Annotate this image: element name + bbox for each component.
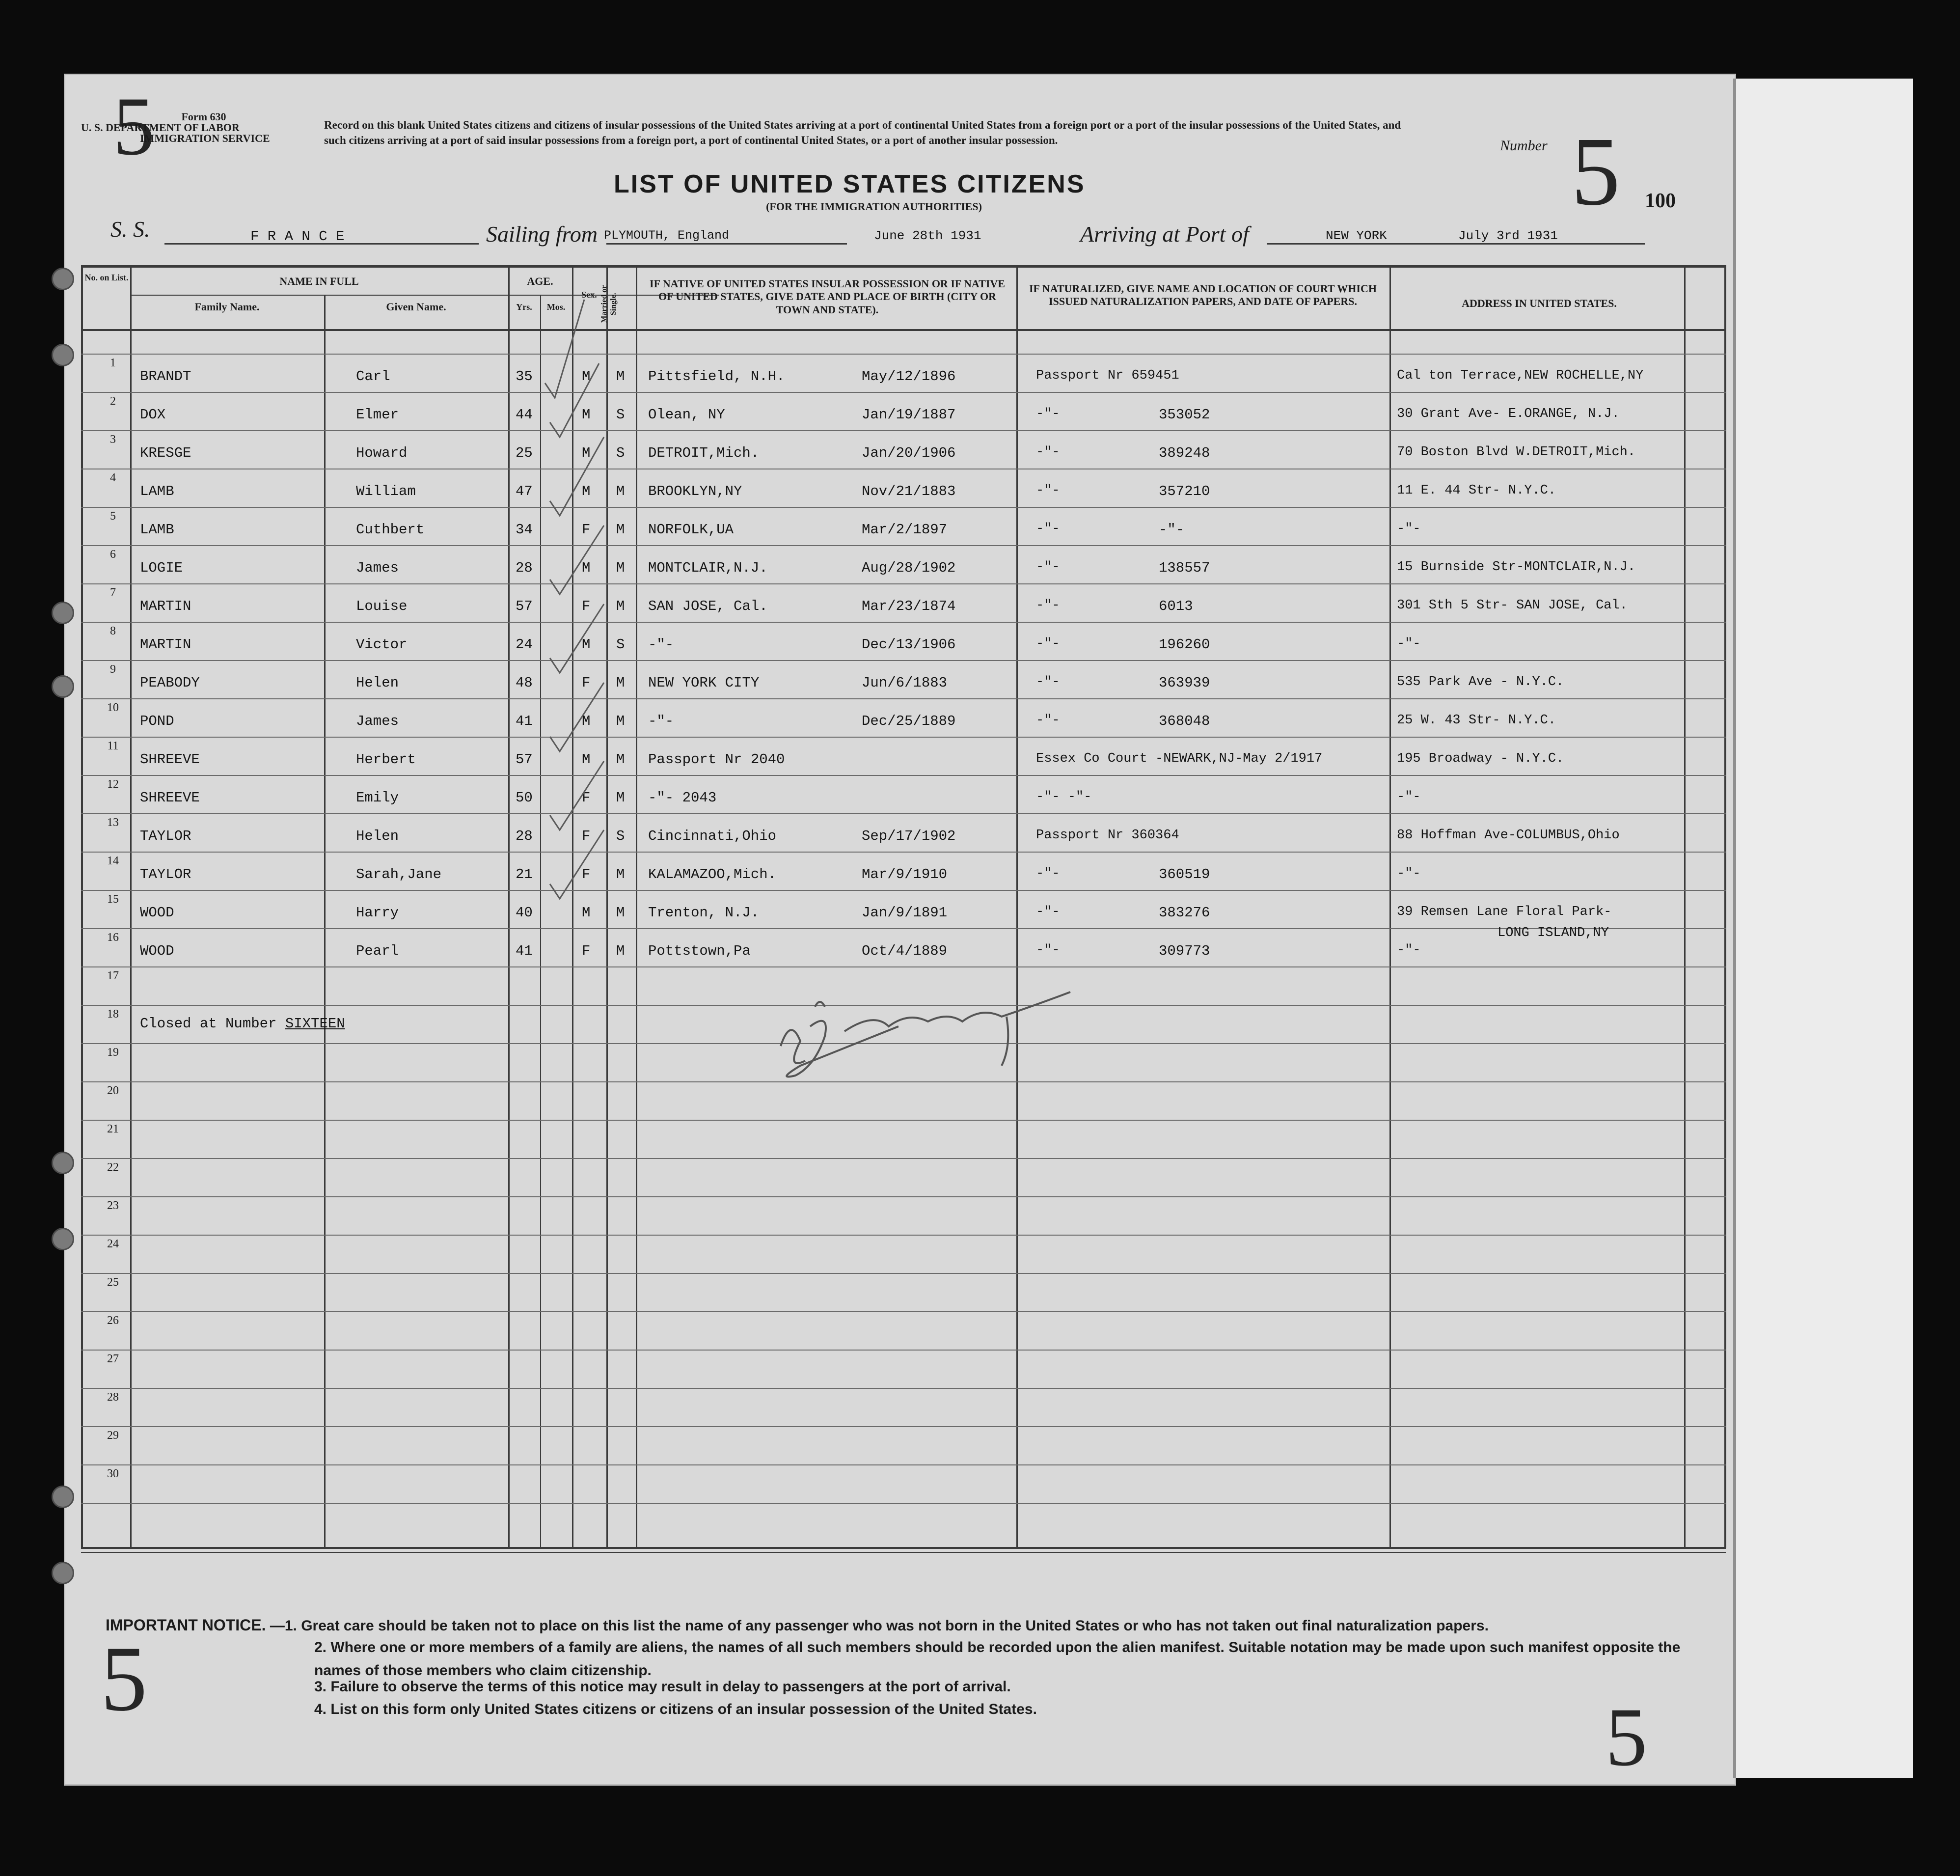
family-name-cell: LAMB [140, 522, 174, 538]
sex-cell: M [582, 636, 591, 653]
address-cell: 195 Broadway - N.Y.C. [1397, 751, 1564, 766]
side-number: 100 [1645, 190, 1676, 212]
notice-heading: IMPORTANT NOTICE. [106, 1616, 266, 1634]
passport-number-cell: -"- [1159, 522, 1185, 538]
sailing-label: Sailing from [486, 221, 598, 247]
empty-row-number: 20 [107, 1084, 119, 1097]
handwritten-signature [761, 972, 1095, 1100]
row-rule [81, 430, 1726, 431]
age-cell: 21 [516, 866, 533, 883]
married-single-cell: M [616, 560, 625, 576]
naturalization-cell: -"- [1036, 407, 1060, 421]
married-single-cell: M [616, 943, 625, 959]
closing-number: SIXTEEN [285, 1016, 345, 1032]
row-number: 16 [107, 931, 119, 944]
empty-row-number: 23 [107, 1199, 119, 1212]
birthdate-cell: May/12/1896 [862, 368, 956, 385]
passport-number-cell: 309773 [1159, 943, 1210, 959]
passport-number-cell: 360519 [1159, 866, 1210, 883]
given-name-cell: Emily [356, 790, 399, 806]
address-cell: -"- [1397, 636, 1421, 651]
given-name-cell: Louise [356, 598, 408, 614]
row-rule [81, 545, 1726, 546]
passport-number-cell: 383276 [1159, 905, 1210, 921]
instructions: Record on this blank United States citizens and citizens of insular possessions of the United States arriving at a port of continental United States from a foreign port or a port of the insular possessions of the United States, and such citizens arriving at a port of said insular possessions from a foreign port, a port of continental United States, or a port of another insular possession. [324, 119, 1401, 146]
birthplace-cell: Passport Nr 2040 [648, 751, 785, 768]
row-rule [81, 507, 1726, 508]
row-rule [81, 1235, 1726, 1236]
naturalization-cell: Passport Nr 360364 [1036, 828, 1179, 843]
naturalization-cell: -"- [1036, 636, 1060, 651]
birthplace-cell: NORFOLK,UA [648, 522, 734, 538]
row-rule [81, 1388, 1726, 1389]
row-rule [81, 1464, 1726, 1465]
row-number: 2 [110, 395, 116, 408]
sex-cell: F [582, 828, 591, 844]
address-cell: 88 Hoffman Ave-COLUMBUS,Ohio [1397, 828, 1620, 843]
given-name-cell: James [356, 713, 399, 729]
naturalization-cell: -"- [1036, 713, 1060, 728]
row-rule [81, 1158, 1726, 1159]
family-name-cell: POND [140, 713, 174, 729]
sex-cell: M [582, 560, 591, 576]
age-cell: 48 [516, 675, 533, 691]
given-name-cell: Carl [356, 368, 390, 385]
married-single-cell: M [616, 368, 625, 385]
row-rule [81, 1120, 1726, 1121]
given-name-cell: Cuthbert [356, 522, 425, 538]
ship-name: F R A N C E [250, 228, 345, 245]
page-title: LIST OF UNITED STATES CITIZENS [614, 170, 1086, 198]
empty-row-number: 22 [107, 1161, 119, 1174]
empty-row-number: 27 [107, 1352, 119, 1365]
married-single-cell: M [616, 675, 625, 691]
arriving-date: July 3rd 1931 [1458, 228, 1558, 243]
corner-number: 5 [113, 80, 155, 172]
age-cell: 35 [516, 368, 533, 385]
married-single-cell: M [616, 522, 625, 538]
married-single-cell: M [616, 790, 625, 806]
married-single-cell: M [616, 866, 625, 883]
birthplace-cell: MONTCLAIR,N.J. [648, 560, 768, 576]
passport-number-cell: 196260 [1159, 636, 1210, 653]
col-sex: Sex. [581, 290, 597, 300]
row-number: 4 [110, 471, 116, 484]
sex-cell: M [582, 905, 591, 921]
family-name-cell: DOX [140, 407, 166, 423]
punch-hole-icon [52, 344, 74, 366]
sex-cell: F [582, 790, 591, 806]
married-single-cell: S [616, 407, 625, 423]
notice-item-1: —1. Great care should be taken not to place on this list the name of any passenger who was not born in the United States or who has not taken out final naturalization papers. [270, 1618, 1489, 1634]
birthdate-cell: Mar/23/1874 [862, 598, 956, 614]
passport-number-cell: 389248 [1159, 445, 1210, 461]
address-cell: -"- [1397, 522, 1421, 536]
row-number: 11 [107, 740, 119, 752]
family-name-cell: WOOD [140, 943, 174, 959]
birthplace-cell: Trenton, N.J. [648, 905, 760, 921]
birthplace-cell: -"- [648, 636, 674, 653]
row-rule [81, 775, 1726, 776]
married-single-cell: M [616, 905, 625, 921]
header-bottom-rule [81, 329, 1726, 331]
row-rule [81, 813, 1726, 814]
family-name-cell: KRESGE [140, 445, 191, 461]
naturalization-cell: Passport Nr 659451 [1036, 368, 1179, 383]
birthplace-cell: Olean, NY [648, 407, 725, 423]
age-cell: 40 [516, 905, 533, 921]
page-subtitle: (FOR THE IMMIGRATION AUTHORITIES) [766, 200, 982, 213]
birthdate-cell: Aug/28/1902 [862, 560, 956, 576]
address-continuation: LONG ISLAND,NY [1497, 926, 1609, 940]
address-cell: 301 Sth 5 Str- SAN JOSE, Cal. [1397, 598, 1628, 613]
married-single-cell: M [616, 483, 625, 499]
number-label: Number [1500, 138, 1548, 154]
row-number: 10 [107, 701, 119, 714]
naturalization-cell: -"- [1036, 483, 1060, 498]
empty-row-number: 17 [107, 969, 119, 982]
address-cell: 30 Grant Ave- E.ORANGE, N.J. [1397, 407, 1620, 421]
notice-item-2: 2. Where one or more members of a family are aliens, the names of all such members should be recorded upon the alien manifest. Suitable notation may be made upon such manifest opposite the names of those members who claim citizenship. [314, 1639, 1681, 1679]
naturalization-cell: -"- [1036, 943, 1060, 958]
col-married-single: Married or Single. [599, 285, 618, 323]
naturalization-cell: -"- [1036, 866, 1060, 881]
married-single-cell: S [616, 828, 625, 844]
birthplace-cell: KALAMAZOO,Mich. [648, 866, 777, 883]
given-name-cell: Harry [356, 905, 399, 921]
age-cell: 25 [516, 445, 533, 461]
birthplace-cell: Pottstown,Pa [648, 943, 751, 959]
sex-cell: M [582, 751, 591, 768]
married-single-cell: M [616, 713, 625, 729]
sex-cell: F [582, 675, 591, 691]
col-no-on-list: No. on List. [84, 273, 129, 282]
birthdate-cell: Mar/9/1910 [862, 866, 948, 883]
address-cell: 70 Boston Blvd W.DETROIT,Mich. [1397, 445, 1636, 460]
family-name-cell: TAYLOR [140, 828, 191, 844]
age-cell: 57 [516, 751, 533, 768]
row-number: 9 [110, 663, 116, 676]
punch-hole-icon [52, 268, 74, 290]
naturalization-cell: Essex Co Court -NEWARK,NJ-May 2/1917 [1036, 751, 1323, 766]
row-rule [81, 928, 1726, 929]
sailing-date: June 28th 1931 [874, 228, 981, 243]
birthplace-cell: DETROIT,Mich. [648, 445, 760, 461]
empty-row-number: 28 [107, 1391, 119, 1404]
address-cell: -"- [1397, 866, 1421, 881]
department: U. S. DEPARTMENT OF LABOR [81, 121, 240, 134]
notice-item-3: 3. Failure to observe the terms of this notice may result in delay to passengers at the port of arrival. [314, 1679, 1011, 1695]
address-cell: 39 Remsen Lane Floral Park- [1397, 905, 1612, 919]
row-rule [81, 698, 1726, 699]
given-name-cell: William [356, 483, 416, 499]
passport-number-cell: 6013 [1159, 598, 1193, 614]
family-name-cell: PEABODY [140, 675, 200, 691]
age-cell: 28 [516, 828, 533, 844]
closing-note [140, 1016, 345, 1032]
sex-cell: M [582, 713, 591, 729]
address-cell: 25 W. 43 Str- N.Y.C. [1397, 713, 1556, 728]
married-single-cell: M [616, 751, 625, 768]
birthplace-cell: Pittsfield, N.H. [648, 368, 785, 385]
row-rule [81, 1350, 1726, 1351]
bottom-left-number: 5 [101, 1628, 147, 1731]
sex-cell: F [582, 598, 591, 614]
birthdate-cell: Oct/4/1889 [862, 943, 948, 959]
birthdate-cell: Sep/17/1902 [862, 828, 956, 844]
age-cell: 44 [516, 407, 533, 423]
sex-cell: M [582, 483, 591, 499]
punch-hole-icon [52, 1486, 74, 1508]
col-name-in-full: NAME IN FULL [279, 275, 359, 287]
service: IMMIGRATION SERVICE [140, 132, 270, 144]
address-cell: -"- [1397, 790, 1421, 804]
empty-row-number: 21 [107, 1123, 119, 1135]
arriving-label: Arriving at Port of [1080, 221, 1249, 247]
given-name-cell: Helen [356, 828, 399, 844]
bottom-right-number: 5 [1606, 1691, 1647, 1783]
row-rule [81, 1311, 1726, 1312]
birthdate-cell: Dec/13/1906 [862, 636, 956, 653]
naturalization-cell: -"- [1036, 598, 1060, 613]
married-single-cell: M [616, 598, 625, 614]
empty-row-number: 18 [107, 1008, 119, 1021]
age-cell: 28 [516, 560, 533, 576]
punch-hole-icon [52, 675, 74, 698]
sailing-from: PLYMOUTH, England [604, 228, 730, 243]
row-rule [81, 660, 1726, 661]
family-name-cell: WOOD [140, 905, 174, 921]
col-yrs: Yrs. [516, 302, 532, 312]
arriving-port: NEW YORK [1326, 228, 1387, 243]
family-name-cell: BRANDT [140, 368, 191, 385]
important-notice [106, 1613, 1691, 1638]
row-number: 8 [110, 625, 116, 637]
row-rule [81, 1273, 1726, 1274]
table-top-rule [81, 265, 1726, 268]
row-rule [81, 583, 1726, 584]
punch-hole-icon [52, 1228, 74, 1250]
empty-row-number: 30 [107, 1467, 119, 1480]
row-rule [81, 1503, 1726, 1504]
sex-cell: F [582, 522, 591, 538]
row-rule [81, 1196, 1726, 1197]
address-cell: Cal ton Terrace,NEW ROCHELLE,NY [1397, 368, 1644, 383]
given-name-cell: Howard [356, 445, 408, 461]
family-name-cell: TAYLOR [140, 866, 191, 883]
col-given-name: Given Name. [386, 301, 446, 313]
sex-cell: M [582, 407, 591, 423]
birthdate-cell: Dec/25/1889 [862, 713, 956, 729]
row-rule [81, 392, 1726, 393]
naturalization-cell: -"- [1036, 905, 1060, 919]
family-name-cell: SHREEVE [140, 751, 200, 768]
birthdate-cell: Jun/6/1883 [862, 675, 948, 691]
family-name-cell: MARTIN [140, 636, 191, 653]
empty-row-number: 19 [107, 1046, 119, 1059]
address-cell: 15 Burnside Str-MONTCLAIR,N.J. [1397, 560, 1636, 575]
age-cell: 41 [516, 943, 533, 959]
birthdate-cell: Jan/19/1887 [862, 407, 956, 423]
given-name-cell: Pearl [356, 943, 399, 959]
age-cell: 24 [516, 636, 533, 653]
given-name-cell: Sarah,Jane [356, 866, 442, 883]
birthplace-cell: -"- 2043 [648, 790, 717, 806]
birthdate-cell: Mar/2/1897 [862, 522, 948, 538]
given-name-cell: Herbert [356, 751, 416, 768]
empty-row-number: 29 [107, 1429, 119, 1442]
col-naturalized: IF NATURALIZED, GIVE NAME AND LOCATION OF COURT WHICH ISSUED NATURALIZATION PAPERS, AND DATE OF PAPERS. [1029, 282, 1377, 308]
notice-item-4: 4. List on this form only United States citizens or citizens of an insular possession of the United States. [314, 1701, 1037, 1717]
age-cell: 47 [516, 483, 533, 499]
col-mos: Mos. [546, 302, 566, 312]
closing-note-label: Closed at Number [140, 1016, 277, 1032]
empty-row-number: 25 [107, 1276, 119, 1289]
family-name-cell: SHREEVE [140, 790, 200, 806]
row-rule [81, 622, 1726, 623]
passport-number-cell: 357210 [1159, 483, 1210, 499]
col-birth: IF NATIVE OF UNITED STATES INSULAR POSSESSION OR IF NATIVE OF UNITED STATES, GIVE DATE AND PLACE OF BIRTH (CITY OR TOWN AND STATE). [650, 277, 1005, 316]
form-number: Form 630 [181, 110, 226, 123]
address-cell: -"- [1397, 943, 1421, 958]
passport-number-cell: 363939 [1159, 675, 1210, 691]
naturalization-cell: -"- [1036, 522, 1060, 536]
sex-cell: M [582, 445, 591, 461]
family-name-cell: LOGIE [140, 560, 183, 576]
family-name-cell: LAMB [140, 483, 174, 499]
sex-cell: F [582, 866, 591, 883]
row-rule [81, 890, 1726, 891]
married-single-cell: S [616, 445, 625, 461]
row-rule [81, 966, 1726, 967]
birthdate-cell: Jan/9/1891 [862, 905, 948, 921]
adjacent-page-edge [1733, 79, 1913, 1778]
row-number: 1 [110, 357, 116, 369]
empty-row-number: 24 [107, 1238, 119, 1250]
age-cell: 57 [516, 598, 533, 614]
married-single-cell: S [616, 636, 625, 653]
passport-number-cell: 138557 [1159, 560, 1210, 576]
birthplace-cell: BROOKLYN,NY [648, 483, 742, 499]
birthplace-cell: SAN JOSE, Cal. [648, 598, 768, 614]
col-family-name: Family Name. [194, 301, 260, 313]
passport-number-cell: 368048 [1159, 713, 1210, 729]
row-number: 5 [110, 510, 116, 523]
address-cell: 11 E. 44 Str- N.Y.C. [1397, 483, 1556, 498]
row-number: 3 [110, 433, 116, 446]
birthdate-cell: Jan/20/1906 [862, 445, 956, 461]
row-number: 6 [110, 548, 116, 561]
given-name-cell: Victor [356, 636, 408, 653]
ss-label: S. S. [110, 217, 150, 242]
row-number: 15 [107, 893, 119, 906]
col-age: AGE. [527, 275, 553, 287]
row-number: 14 [107, 855, 119, 867]
given-name-cell: James [356, 560, 399, 576]
age-cell: 50 [516, 790, 533, 806]
pencil-checkmarks [535, 295, 682, 982]
given-name-cell: Elmer [356, 407, 399, 423]
naturalization-cell: -"- -"- [1036, 790, 1092, 804]
row-rule [81, 1426, 1726, 1427]
birthplace-cell: NEW YORK CITY [648, 675, 760, 691]
row-number: 13 [107, 816, 119, 829]
punch-hole-icon [52, 1152, 74, 1174]
row-rule [81, 852, 1726, 853]
row-number: 7 [110, 586, 116, 599]
passport-number-cell: 353052 [1159, 407, 1210, 423]
birthplace-cell: -"- [648, 713, 674, 729]
birthdate-cell: Nov/21/1883 [862, 483, 956, 499]
punch-hole-icon [52, 602, 74, 624]
list-number: 5 [1571, 117, 1620, 226]
row-rule [81, 354, 1726, 355]
address-cell: 535 Park Ave - N.Y.C. [1397, 675, 1564, 690]
col-address: ADDRESS IN UNITED STATES. [1462, 297, 1617, 309]
naturalization-cell: -"- [1036, 560, 1060, 575]
sex-cell: F [582, 943, 591, 959]
empty-row-number: 26 [107, 1314, 119, 1327]
sex-cell: M [582, 368, 591, 385]
punch-hole-icon [52, 1562, 74, 1584]
family-name-cell: MARTIN [140, 598, 191, 614]
given-name-cell: Helen [356, 675, 399, 691]
row-rule [81, 737, 1726, 738]
birthplace-cell: Cincinnati,Ohio [648, 828, 777, 844]
naturalization-cell: -"- [1036, 445, 1060, 460]
age-cell: 34 [516, 522, 533, 538]
age-cell: 41 [516, 713, 533, 729]
naturalization-cell: -"- [1036, 675, 1060, 690]
row-number: 12 [107, 778, 119, 791]
